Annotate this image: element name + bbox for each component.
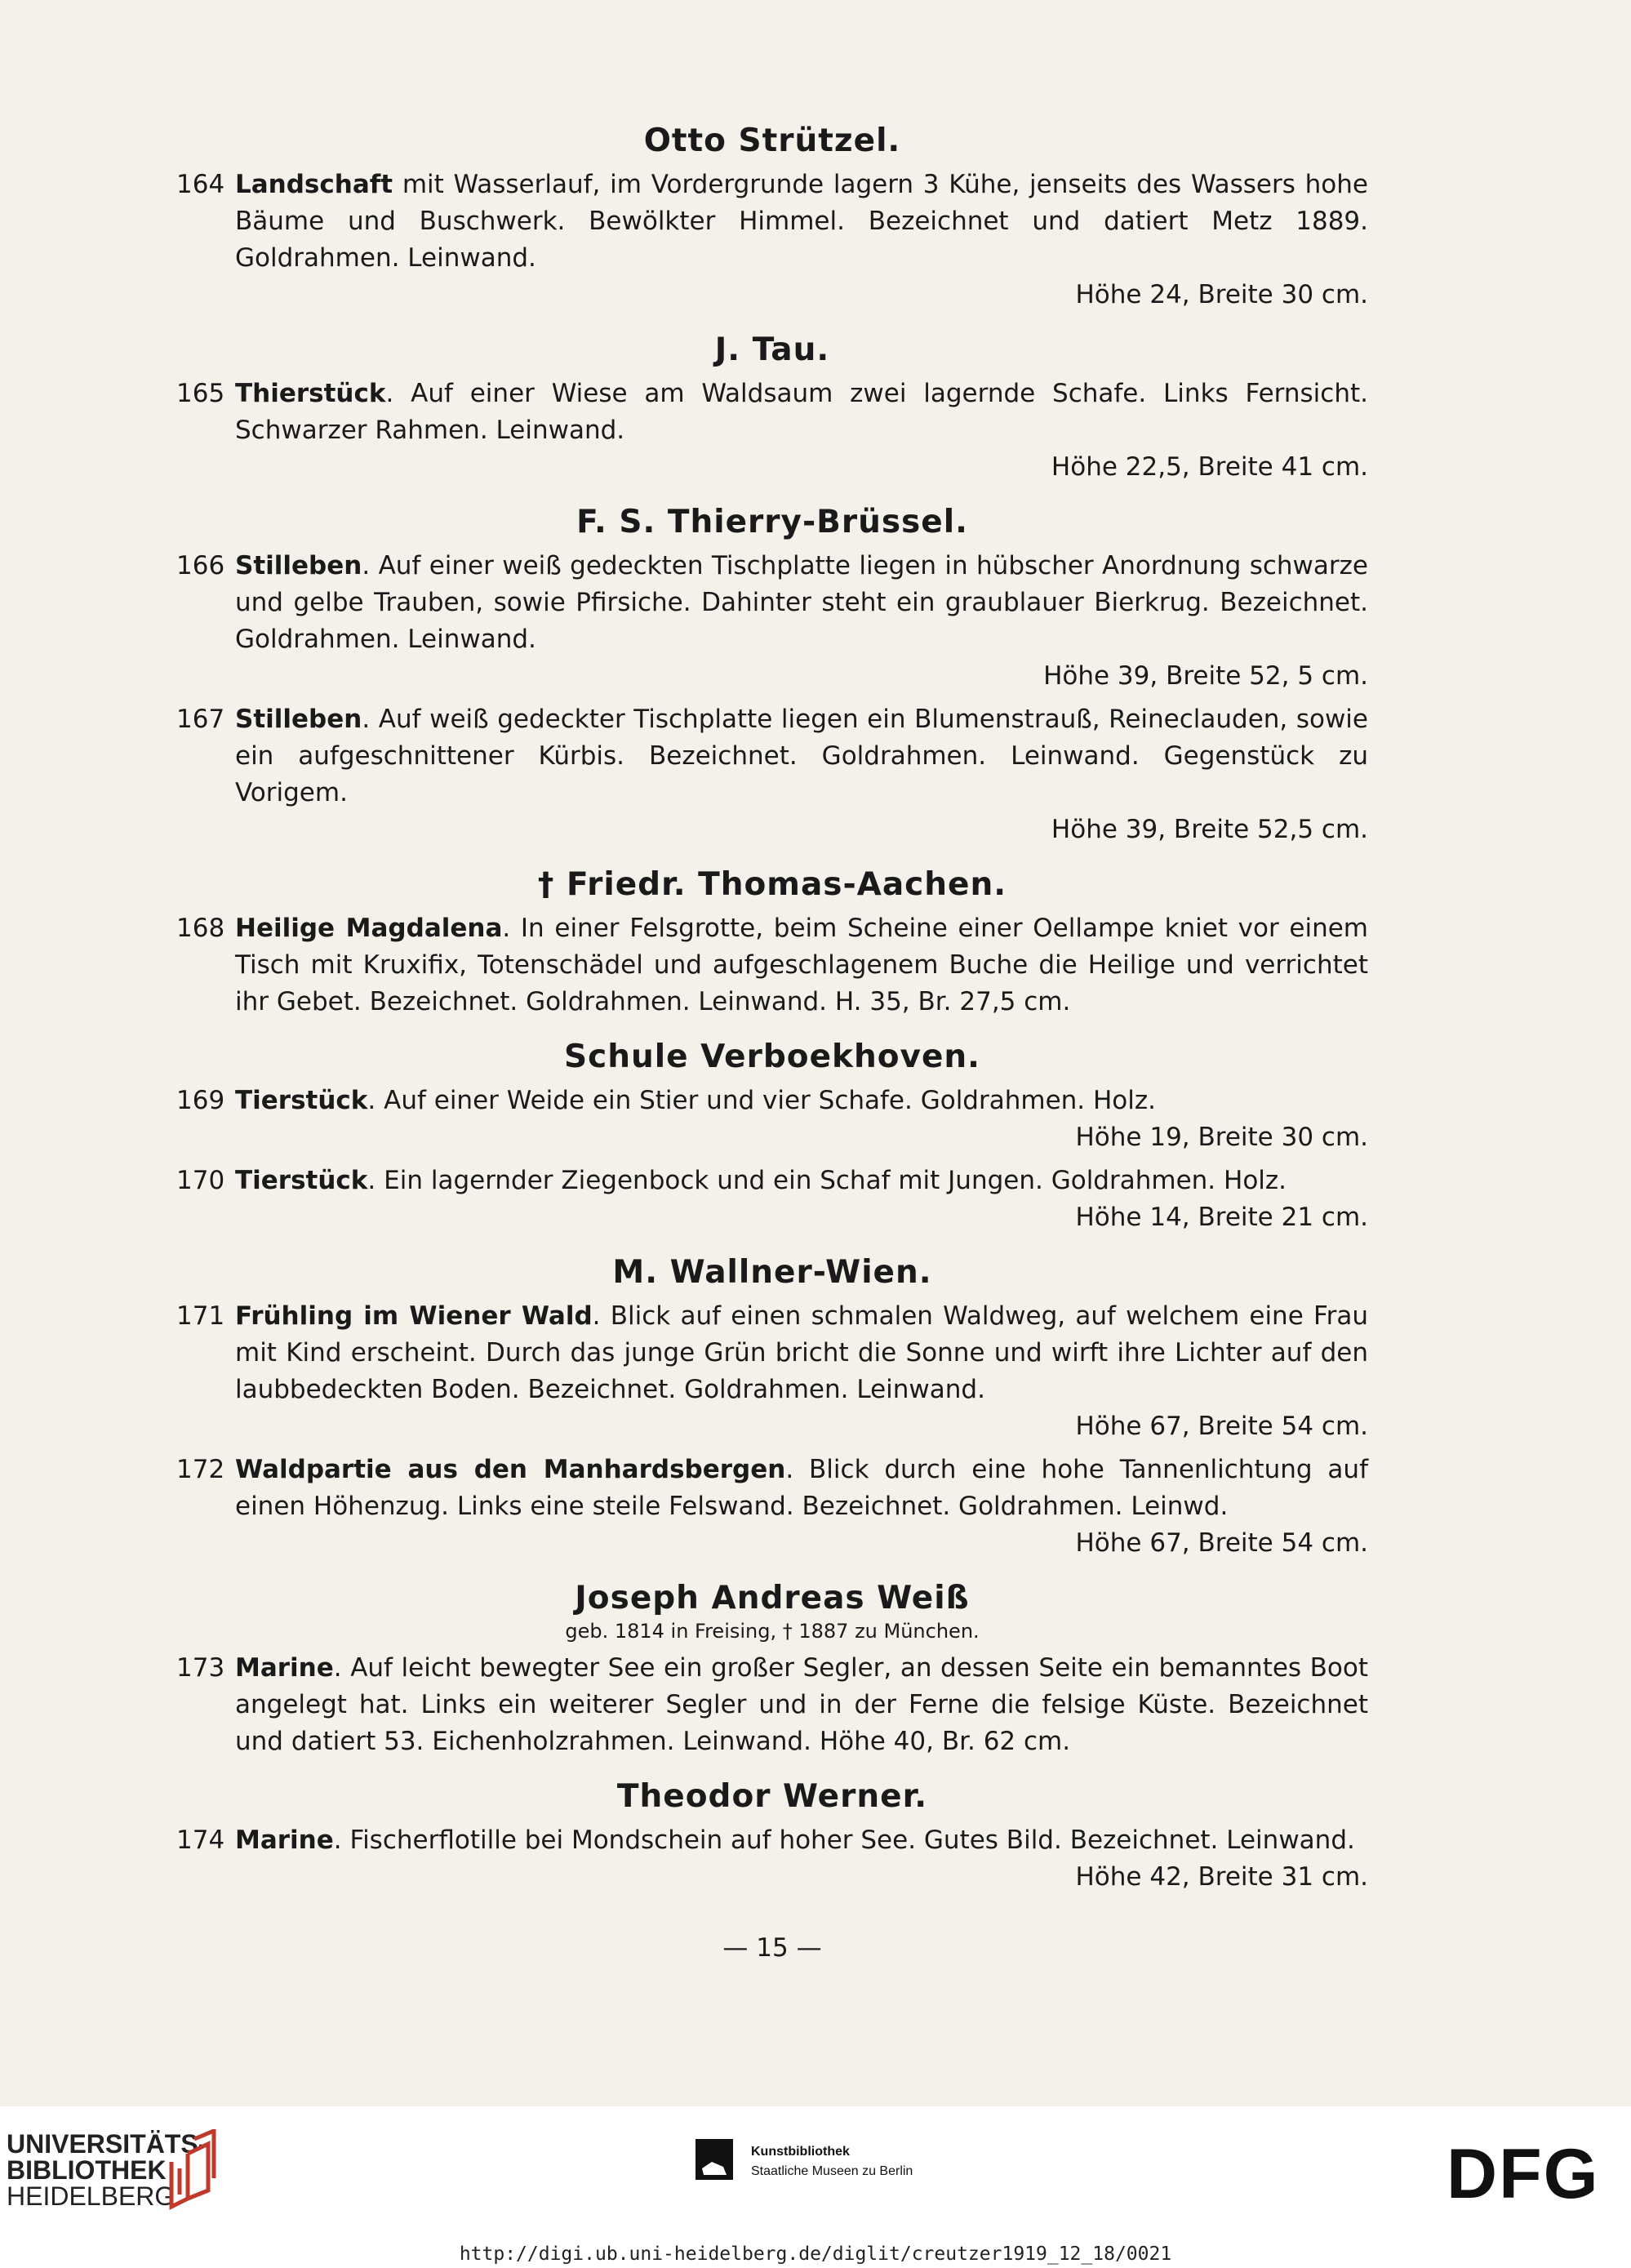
artist-life-dates: geb. 1814 in Freising, † 1887 zu München. bbox=[565, 1620, 980, 1643]
artist-heading: F. S. Thierry-Brüssel. bbox=[576, 504, 968, 540]
catalog-entry bbox=[176, 1650, 1368, 1760]
entry-number: 171 bbox=[176, 1301, 225, 1331]
entry-title: Thierstück bbox=[235, 379, 386, 408]
entry-description: . In einer Felsgrotte, beim Scheine einer Oellampe kniet vor einem Tisch mit Kruxifix, Totenschädel und aufgeschlagenem Buche die Heilige und verrichtet ihr Gebet. Bezeichnet. Goldrahmen. Leinwand. H. 35, Br. 27,5 cm. bbox=[235, 914, 1369, 1016]
catalog-entry bbox=[176, 701, 1368, 848]
artist-heading: Joseph Andreas Weiß bbox=[575, 1580, 970, 1617]
dfg-logo: DFG bbox=[1447, 2135, 1600, 2213]
artist-heading: Otto Strützel. bbox=[643, 122, 901, 159]
artist-heading: M. Wallner-Wien. bbox=[612, 1254, 932, 1291]
entry-description: . Auf einer Weide ein Stier und vier Schafe. Goldrahmen. Holz. bbox=[367, 1086, 1157, 1115]
artist-heading: Schule Verboekhoven. bbox=[564, 1038, 980, 1075]
entry-title: Stilleben bbox=[235, 705, 362, 734]
entry-dimensions: Höhe 19, Breite 30 cm. bbox=[1075, 1123, 1368, 1152]
entry-number: 169 bbox=[176, 1086, 225, 1115]
catalog-entry bbox=[176, 376, 1368, 486]
entry-description: . Fischerflotille bei Mondschein auf hoher See. Gutes Bild. Bezeichnet. Leinwand. bbox=[333, 1826, 1355, 1855]
kunstbibliothek-logo-text bbox=[751, 2142, 913, 2181]
entry-title: Marine bbox=[235, 1653, 334, 1683]
entry-title: Frühling im Wiener Wald bbox=[235, 1301, 593, 1331]
entry-dimensions: Höhe 14, Breite 21 cm. bbox=[1075, 1203, 1368, 1232]
entry-description: . Blick auf einen schmalen Waldweg, auf welchem eine Frau mit Kind erscheint. Durch das junge Grün bricht die Sonne und wirft ihre Lichter auf den laubbedeckten Boden. Bezeichnet. Goldrahmen. Leinwand. bbox=[235, 1301, 1368, 1404]
entry-number: 167 bbox=[176, 705, 225, 734]
entry-description: . Auf leicht bewegter See ein großer Segler, an dessen Seite ein bemanntes Boot angelegt hat. Links ein weiterer Segler und in der Ferne die felsige Küste. Bezeichnet und datiert 53. Eichenholzrahmen. Leinwand. Höhe 40, Br. 62 cm. bbox=[235, 1653, 1368, 1756]
entry-number: 173 bbox=[176, 1653, 225, 1683]
ub-heidelberg-logo-icon bbox=[163, 2129, 220, 2211]
entry-title: Waldpartie aus den Manhardsbergen bbox=[235, 1455, 786, 1484]
entry-dimensions: Höhe 39, Breite 52,5 cm. bbox=[1051, 815, 1368, 844]
catalog-entry bbox=[176, 910, 1368, 1021]
entry-dimensions: Höhe 22,5, Breite 41 cm. bbox=[1051, 452, 1368, 482]
entry-dimensions: Höhe 67, Breite 54 cm. bbox=[1075, 1528, 1368, 1558]
entry-dimensions: Höhe 67, Breite 54 cm. bbox=[1075, 1412, 1368, 1441]
entry-number: 170 bbox=[176, 1166, 225, 1195]
kb-line-2: Staatliche Museen zu Berlin bbox=[751, 2164, 913, 2178]
ub-line-2: BIBLIOTHEK bbox=[7, 2155, 167, 2185]
permalink-url[interactable]: http://digi.ub.uni-heidelberg.de/diglit/creutzer1919_12_18/0021 bbox=[459, 2244, 1172, 2265]
kunstbibliothek-logo-icon bbox=[696, 2139, 733, 2180]
entry-title: Tierstück bbox=[235, 1166, 368, 1195]
kb-line-1: Kunstbibliothek bbox=[751, 2145, 850, 2159]
entry-dimensions: Höhe 24, Breite 30 cm. bbox=[1075, 280, 1368, 309]
digitization-footer bbox=[0, 2106, 1631, 2268]
catalog-entry bbox=[176, 1298, 1368, 1445]
entry-title: Landschaft bbox=[235, 170, 393, 199]
entry-number: 165 bbox=[176, 379, 225, 408]
entry-description: . Auf einer weiß gedeckten Tischplatte liegen in hübscher Anordnung schwarze und gelbe Trauben, sowie Pfirsiche. Dahinter steht ein graublauer Bierkrug. Bezeichnet. Goldrahmen. Leinwand. bbox=[235, 551, 1368, 654]
entry-number: 166 bbox=[176, 551, 225, 580]
entry-description: . Ein lagernder Ziegenbock und ein Schaf mit Jungen. Goldrahmen. Holz. bbox=[367, 1166, 1287, 1195]
entry-description: . Auf einer Wiese am Waldsaum zwei lagernde Schafe. Links Fernsicht. Schwarzer Rahmen. Leinwand. bbox=[235, 379, 1368, 445]
catalog-entry bbox=[176, 1163, 1368, 1236]
entry-number: 168 bbox=[176, 914, 225, 943]
entry-title: Marine bbox=[235, 1826, 334, 1855]
artist-heading: † Friedr. Thomas-Aachen. bbox=[537, 866, 1007, 903]
page-number: — 15 — bbox=[722, 1933, 822, 1963]
entry-description: mit Wasserlauf, im Vordergrunde lagern 3 Kühe, jenseits des Wassers hohe Bäume und Buschwerk. Bewölkter Himmel. Bezeichnet und datiert Metz 1889. Goldrahmen. Leinwand. bbox=[235, 170, 1368, 273]
artist-heading: Theodor Werner. bbox=[616, 1778, 928, 1815]
catalog-entry bbox=[176, 167, 1368, 314]
catalog-entry bbox=[176, 1083, 1368, 1156]
entry-title: Tierstück bbox=[235, 1086, 368, 1115]
catalog-entry bbox=[176, 1452, 1368, 1562]
entry-number: 164 bbox=[176, 170, 225, 199]
entry-dimensions: Höhe 39, Breite 52, 5 cm. bbox=[1043, 661, 1368, 691]
entry-title: Stilleben bbox=[235, 551, 362, 580]
entry-description: . Auf weiß gedeckter Tischplatte liegen ein Blumenstrauß, Reineclauden, sowie ein aufgeschnittener Kürbis. Bezeichnet. Goldrahmen. Leinwand. Gegenstück zu Vorigem. bbox=[235, 705, 1368, 807]
entry-number: 172 bbox=[176, 1455, 225, 1484]
ub-line-1: UNIVERSITÄTS- bbox=[7, 2129, 207, 2159]
entry-description: . Blick durch eine hohe Tannenlichtung auf einen Höhenzug. Links eine steile Felswand. Bezeichnet. Goldrahmen. Leinwd. bbox=[235, 1455, 1368, 1521]
artist-heading: J. Tau. bbox=[714, 331, 830, 368]
entry-dimensions: Höhe 42, Breite 31 cm. bbox=[1075, 1862, 1368, 1892]
catalog-entry bbox=[176, 1822, 1368, 1896]
catalog-text bbox=[176, 122, 1368, 1963]
entry-title: Heilige Magdalena bbox=[235, 914, 503, 943]
catalog-entry bbox=[176, 548, 1368, 695]
entry-number: 174 bbox=[176, 1826, 225, 1855]
ub-line-3: HEIDELBERG bbox=[7, 2181, 176, 2211]
